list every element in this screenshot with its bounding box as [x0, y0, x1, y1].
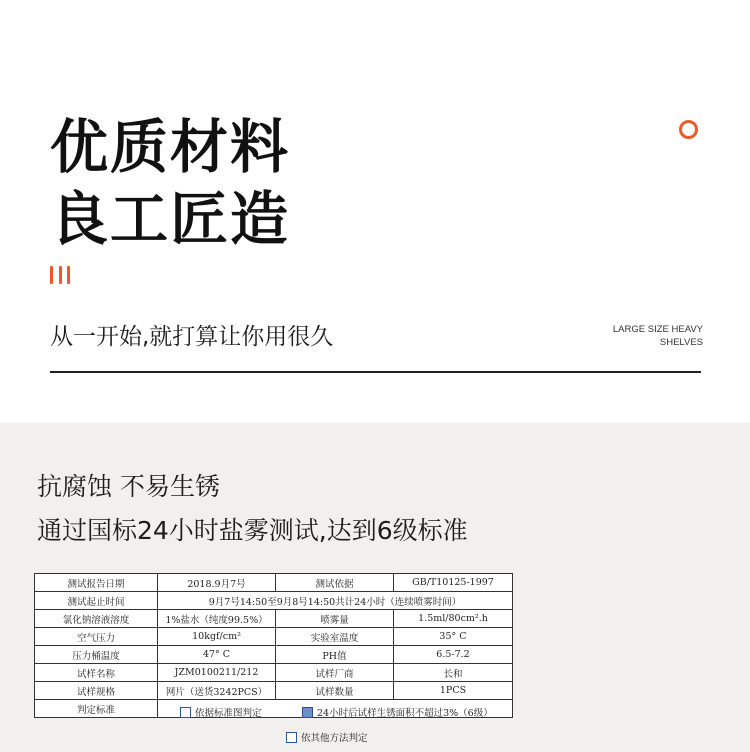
table-row	[35, 628, 513, 646]
english-caption-line-2: SHELVES	[659, 337, 703, 348]
row-label: 测试依据	[276, 574, 394, 592]
judgement-option-1[interactable]	[180, 705, 262, 719]
headline-line-1: 优质材料	[50, 113, 291, 181]
row-value: 6.5-7.2	[394, 646, 513, 664]
option-label: 依据标准图判定	[195, 708, 262, 719]
table-row	[35, 682, 513, 700]
row-value: 1%盐水（纯度99.5%）	[158, 610, 276, 628]
feature-line-2: 通过国标24小时盐雾测试,达到6级标准	[37, 516, 468, 545]
row-label: 试样规格	[35, 682, 158, 700]
salt-spray-report-table	[34, 573, 513, 744]
row-value: 1PCS	[394, 682, 513, 700]
judgement-options	[158, 700, 513, 744]
option-label: 24小时后试样生锈面积不超过3%（6级）	[317, 708, 493, 719]
judgement-option-2[interactable]	[302, 705, 493, 719]
divider-rule	[50, 371, 701, 373]
option-label: 依其他方法判定	[301, 733, 368, 744]
table-row	[35, 574, 513, 592]
row-value: 2018.9月7号	[158, 574, 276, 592]
row-label: 试样厂商	[276, 664, 394, 682]
row-label: PH值	[276, 646, 394, 664]
checkbox-icon[interactable]	[180, 707, 191, 718]
row-value: JZM0100211/212	[158, 664, 276, 682]
bars-icon	[50, 266, 72, 284]
table-row	[35, 610, 513, 628]
row-label: 实验室温度	[276, 628, 394, 646]
headline-line-2: 良工匠造	[50, 185, 291, 253]
row-value: 网片（送货3242PCS）	[158, 682, 276, 700]
checked-checkbox-icon[interactable]	[302, 707, 313, 718]
english-caption-line-1: LARGE SIZE HEAVY	[612, 324, 703, 335]
row-value: 9月7号14:50至9月8号14:50共计24小时（连续喷雾时间）	[158, 592, 513, 610]
judgement-label: 判定标准	[35, 700, 158, 718]
row-label: 测试起止时间	[35, 592, 158, 610]
row-label: 试样名称	[35, 664, 158, 682]
row-value: 47° C	[158, 646, 276, 664]
row-value: GB/T10125-1997	[394, 574, 513, 592]
row-label: 压力桶温度	[35, 646, 158, 664]
table-row	[35, 646, 513, 664]
table-row	[35, 664, 513, 682]
english-caption	[613, 323, 703, 349]
row-value: 长和	[394, 664, 513, 682]
slogan: 从一开始,就打算让你用很久	[50, 324, 334, 350]
row-label: 测试报告日期	[35, 574, 158, 592]
row-value: 10kgf/cm²	[158, 628, 276, 646]
feature-line-1: 抗腐蚀 不易生锈	[37, 472, 220, 501]
table-row	[35, 700, 513, 718]
ring-icon	[679, 120, 698, 139]
table-row	[35, 592, 513, 610]
judgement-option-3[interactable]	[286, 730, 368, 744]
row-label: 喷雾量	[276, 610, 394, 628]
row-label: 氯化钠溶液溶度	[35, 610, 158, 628]
checkbox-icon[interactable]	[286, 732, 297, 743]
row-label: 空气压力	[35, 628, 158, 646]
row-value: 1.5ml/80cm².h	[394, 610, 513, 628]
row-label: 试样数量	[276, 682, 394, 700]
row-value: 35° C	[394, 628, 513, 646]
